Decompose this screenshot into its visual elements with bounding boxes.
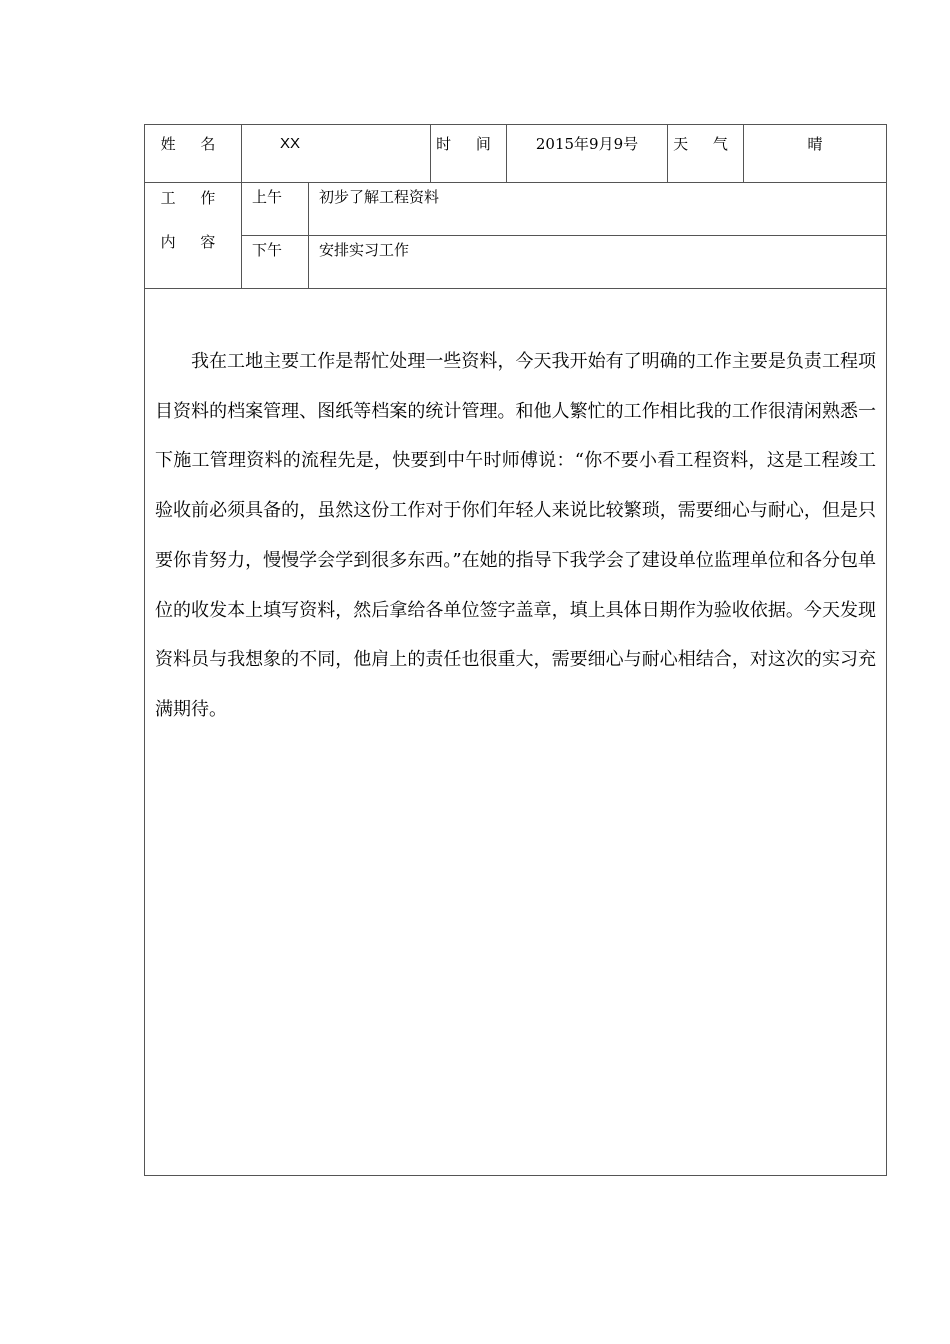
afternoon-label-cell — [242, 236, 309, 289]
weather-label: 天 气 — [673, 135, 738, 153]
internship-log-table — [144, 124, 887, 1176]
afternoon-label: 下午 — [252, 241, 283, 259]
time-label: 时 间 — [436, 135, 501, 153]
work-label-bottom: 内 容 — [160, 233, 226, 251]
morning-value-cell — [309, 183, 887, 236]
work-content-label-cell — [145, 183, 242, 289]
name-value-cell — [242, 125, 431, 183]
weather-value-cell — [744, 125, 887, 183]
journal-paragraph: 我在工地主要工作是帮忙处理一些资料，今天我开始有了明确的工作主要是负责工程项目资料的档案管理、图纸等档案的统计管理。和他人繁忙的工作相比我的工作很清闲熟悉一下施工管理资料的流程先是，快要到中午时师傅说：“你不要小看工程资料，这是工程竣工验收前必须具备的，虽然这份工作对于你们年轻人来说比较繁琐，需要细心与耐心，但是只要你肯努力，慢慢学会学到很多东西。”在她的指导下我学会了建设单位监理单位和各分包单位的收发本上填写资料，然后拿给各单位签字盖章，填上具体日期作为验收依据。今天发现资料员与我想象的不同，他肩上的责任也很重大，需要细心与耐心相结合，对这次的实习充满期待。 — [155, 351, 877, 720]
time-label-cell — [431, 125, 507, 183]
morning-label: 上午 — [252, 188, 283, 206]
morning-row — [145, 183, 887, 236]
name-value: XX — [280, 135, 301, 152]
journal-row — [145, 289, 887, 1176]
morning-value: 初步了解工程资料 — [319, 188, 440, 206]
journal-cell — [145, 289, 887, 1176]
morning-label-cell — [242, 183, 309, 236]
name-label: 姓 名 — [160, 135, 226, 153]
header-row — [145, 125, 887, 183]
weather-label-cell — [668, 125, 744, 183]
time-value-cell — [507, 125, 668, 183]
afternoon-value: 安排实习工作 — [319, 241, 410, 259]
weather-value: 晴 — [807, 135, 823, 153]
work-label-top: 工 作 — [160, 189, 226, 207]
time-value: 2015年9月9号 — [535, 135, 639, 153]
afternoon-row — [145, 236, 887, 289]
name-label-cell — [145, 125, 242, 183]
afternoon-value-cell — [309, 236, 887, 289]
